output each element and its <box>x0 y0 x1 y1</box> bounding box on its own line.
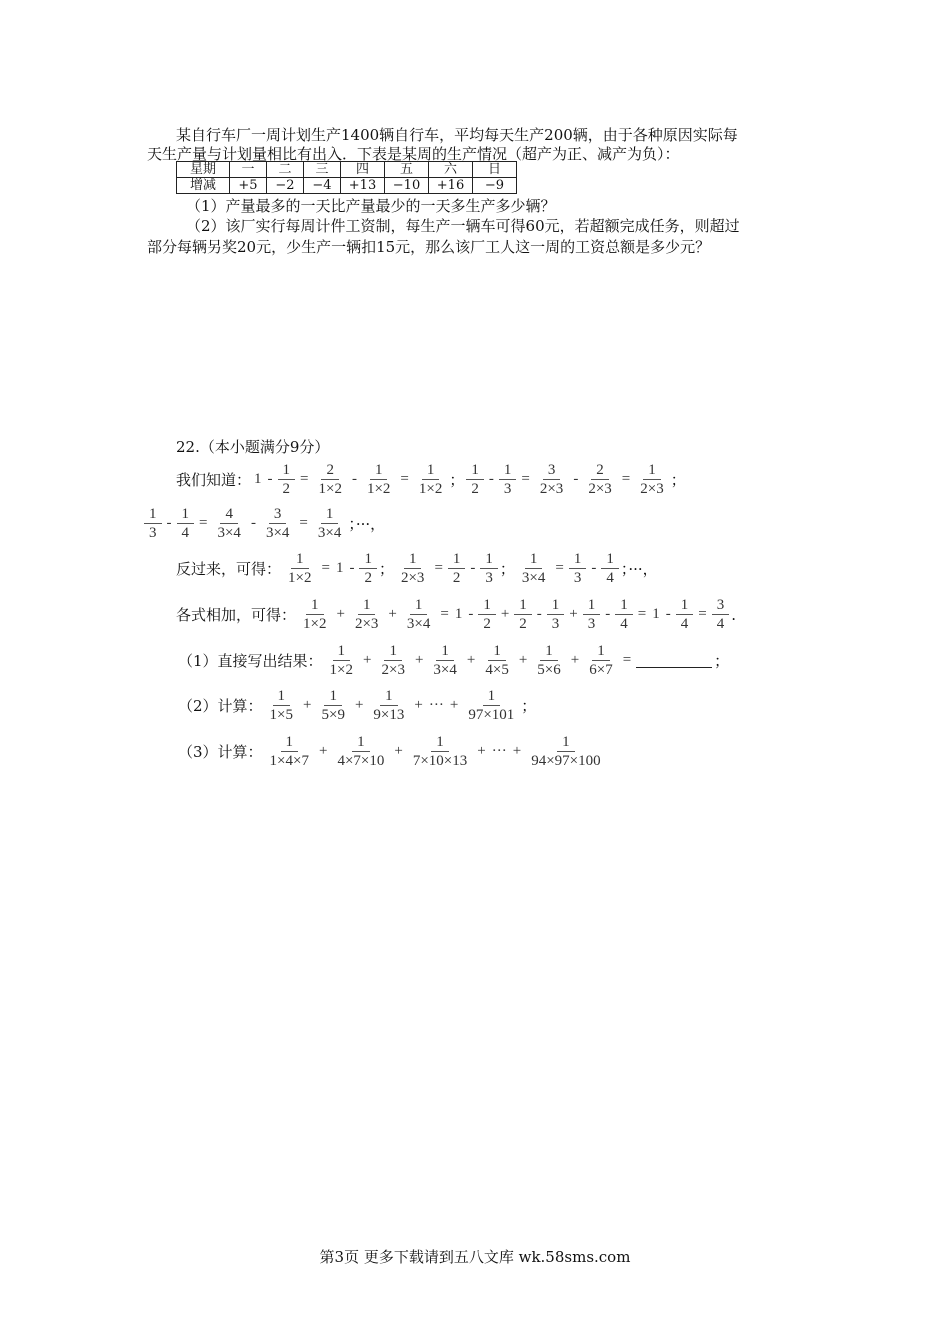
denominator: 1×2 <box>288 570 312 586</box>
denominator: 2 <box>483 616 491 632</box>
fraction <box>261 505 294 542</box>
numerator: 1 <box>547 596 565 615</box>
denominator: 1×2 <box>366 481 391 497</box>
equals-sign: = <box>299 515 308 531</box>
numerator: 1 <box>422 461 440 480</box>
numerator: 1 <box>478 596 496 615</box>
fraction <box>712 596 730 633</box>
denominator: 3×4 <box>217 525 241 541</box>
problem22-header: 22.（本小题满分9分） <box>176 438 330 456</box>
plus-sign: + <box>569 606 578 622</box>
fraction <box>414 461 447 498</box>
denominator: 3 <box>485 570 493 586</box>
fraction <box>402 596 435 633</box>
table-row <box>177 178 517 194</box>
fraction <box>676 596 694 633</box>
minus-sign: - <box>267 471 273 487</box>
denominator: 2×3 <box>640 481 664 497</box>
fraction <box>535 461 568 498</box>
numerator: 1 <box>592 642 610 661</box>
fraction <box>601 550 619 587</box>
plus-sign: + <box>570 652 580 668</box>
fraction <box>569 550 587 587</box>
equals-sign: = <box>440 606 449 622</box>
denominator: 4 <box>680 616 689 632</box>
numerator: 1 <box>324 687 342 706</box>
table-cell: −4 <box>304 178 341 194</box>
denominator: 3×4 <box>265 525 290 541</box>
denominator: 2×3 <box>539 481 564 497</box>
table-cell: 星期 <box>177 162 230 178</box>
fraction <box>362 461 395 498</box>
equals-sign: = <box>434 560 443 576</box>
problem21-question2-line2: 部分每辆另奖20元，少生产一辆扣15元，那么该厂工人这一周的工资总额是多少元？ <box>147 238 711 256</box>
fraction <box>463 687 519 724</box>
equals-sign: = <box>698 606 707 622</box>
question1-label: （1）直接写出结果： <box>178 652 323 670</box>
numerator: 1 <box>601 550 619 569</box>
period: . <box>731 605 736 624</box>
question3-line <box>178 733 608 770</box>
denominator: 3 <box>551 616 560 632</box>
table-cell: +13 <box>341 178 385 194</box>
separator: ；···， <box>620 560 658 578</box>
table-cell: 六 <box>429 162 473 178</box>
equals-sign: = <box>521 471 530 487</box>
denominator: 3 <box>149 525 157 541</box>
plus-sign: + <box>512 743 522 759</box>
plus-sign: + <box>414 697 423 713</box>
numerator: 1 <box>448 550 466 569</box>
numerator: 1 <box>321 505 339 524</box>
table-cell: 二 <box>267 162 304 178</box>
equals-sign: = <box>622 652 632 668</box>
fraction <box>466 461 484 498</box>
numerator: 1 <box>278 461 296 480</box>
number-one: 1 <box>335 560 344 576</box>
plus-sign: + <box>500 606 510 622</box>
numerator: 1 <box>177 505 195 524</box>
known-identities-line2 <box>142 505 385 542</box>
denominator: 4×5 <box>485 662 509 678</box>
numerator: 1 <box>583 596 601 615</box>
equals-sign: = <box>400 471 409 487</box>
separator: ； <box>714 652 730 670</box>
numerator: 3 <box>269 505 287 524</box>
denominator: 94×97×100 <box>531 753 601 769</box>
denominator: 4 <box>606 570 614 586</box>
numerator: 1 <box>404 550 422 569</box>
sum-identity <box>176 596 736 633</box>
fraction <box>514 596 532 633</box>
denominator: 3×4 <box>317 525 342 541</box>
denominator: 2 <box>471 481 479 497</box>
numerator: 1 <box>643 461 661 480</box>
fraction <box>480 642 513 679</box>
fraction <box>298 596 331 633</box>
production-table <box>176 161 517 194</box>
numerator: 1 <box>410 596 428 615</box>
numerator: 1 <box>480 550 498 569</box>
fraction <box>499 461 517 498</box>
fraction <box>376 642 409 679</box>
plus-sign: + <box>394 743 403 759</box>
table-cell: 一 <box>230 162 267 178</box>
reverse-label: 反过来，可得： <box>176 560 282 578</box>
numerator: 1 <box>436 642 454 661</box>
fraction <box>428 642 461 679</box>
denominator: 5×6 <box>537 662 561 678</box>
denominator: 3 <box>573 570 582 586</box>
minus-sign: - <box>470 560 476 576</box>
numerator: 1 <box>358 596 376 615</box>
table-row <box>177 162 517 178</box>
minus-sign: - <box>351 471 357 487</box>
minus-sign: - <box>488 471 494 487</box>
fraction <box>313 505 346 542</box>
minus-sign: - <box>573 471 579 487</box>
numerator: 1 <box>615 596 633 615</box>
fraction <box>448 550 466 587</box>
ellipsis: ··· <box>491 743 507 759</box>
denominator: 9×13 <box>373 707 405 723</box>
numerator: 1 <box>514 596 532 615</box>
numerator: 3 <box>712 596 730 615</box>
fraction <box>212 505 245 542</box>
denominator: 3×4 <box>433 662 457 678</box>
fraction <box>584 642 617 679</box>
fraction <box>278 461 296 498</box>
fraction <box>350 596 383 633</box>
table-cell: +5 <box>230 178 267 194</box>
fraction <box>583 461 616 498</box>
fraction <box>408 733 472 770</box>
numerator: 1 <box>525 550 543 569</box>
denominator: 3 <box>503 481 512 497</box>
denominator: 5×9 <box>321 707 345 723</box>
plus-sign: + <box>354 697 364 713</box>
question2-label: （2）计算： <box>178 697 263 715</box>
plus-sign: + <box>466 652 476 668</box>
equals-sign: = <box>199 515 208 531</box>
fraction <box>265 687 298 724</box>
numerator: 1 <box>333 642 351 661</box>
denominator: 2 <box>364 570 372 586</box>
plus-sign: + <box>363 652 372 668</box>
plus-sign: + <box>449 697 459 713</box>
denominator: 1×2 <box>303 616 327 632</box>
separator: ； <box>499 560 515 578</box>
denominator: 2×3 <box>588 481 612 497</box>
numerator: 3 <box>543 461 561 480</box>
page-footer: 第3页 更多下载请到五八文库 wk.58sms.com <box>319 1248 631 1266</box>
numerator: 2 <box>591 461 609 480</box>
numerator: 1 <box>431 733 449 752</box>
answer-blank[interactable] <box>636 653 712 668</box>
plus-sign: + <box>336 606 345 622</box>
minus-sign: - <box>250 515 256 531</box>
separator: ； <box>521 697 537 715</box>
minus-sign: - <box>166 515 172 531</box>
question3-label: （3）计算： <box>178 743 263 761</box>
number-one: 1 <box>652 606 660 622</box>
denominator: 2 <box>519 616 527 632</box>
table-cell: 五 <box>385 162 429 178</box>
equals-sign: = <box>321 560 330 576</box>
plus-sign: + <box>303 697 312 713</box>
fraction <box>396 550 429 587</box>
question1-line <box>178 642 729 679</box>
denominator: 1×2 <box>329 662 354 678</box>
fraction <box>526 733 605 770</box>
denominator: 4 <box>620 616 628 632</box>
numerator: 1 <box>488 642 506 661</box>
problem21-intro-line1: 某自行车厂一周计划生产1400辆自行车，平均每天生产200辆，由于各种原因实际每 <box>176 126 738 144</box>
fraction <box>478 596 496 633</box>
denominator: 4×7×10 <box>337 753 385 769</box>
known-identities-line1 <box>176 461 686 498</box>
equals-sign: = <box>300 471 309 487</box>
fraction <box>325 642 358 679</box>
plus-sign: + <box>477 743 486 759</box>
fraction <box>583 596 601 633</box>
fraction <box>144 505 162 542</box>
numerator: 1 <box>499 461 517 480</box>
plus-sign: + <box>414 652 424 668</box>
number-one: 1 <box>454 606 463 622</box>
numerator: 1 <box>281 733 299 752</box>
separator: ； <box>378 560 394 578</box>
numerator: 1 <box>273 687 291 706</box>
fraction <box>265 733 314 770</box>
minus-sign: - <box>605 606 611 622</box>
problem21-question2-line1: （2）该厂实行每周计件工资制，每生产一辆车可得60元，若超额完成任务，则超过 <box>186 217 740 235</box>
question2-line <box>178 687 536 724</box>
numerator: 1 <box>359 550 377 569</box>
numerator: 1 <box>466 461 484 480</box>
know-label: 我们知道： <box>176 471 252 489</box>
fraction <box>547 596 565 633</box>
denominator: 4 <box>716 616 725 632</box>
numerator: 1 <box>380 687 398 706</box>
fraction <box>532 642 565 679</box>
fraction <box>480 550 498 587</box>
numerator: 1 <box>370 461 388 480</box>
table-cell: 增减 <box>177 178 230 194</box>
minus-sign: - <box>591 560 597 576</box>
numerator: 1 <box>557 733 575 752</box>
fraction <box>517 550 550 587</box>
table-cell: 四 <box>341 162 385 178</box>
numerator: 1 <box>483 687 501 706</box>
denominator: 2×3 <box>381 662 405 678</box>
fraction <box>615 596 633 633</box>
fraction <box>368 687 409 724</box>
numerator: 4 <box>220 505 238 524</box>
ellipsis: ··· <box>428 697 444 713</box>
numerator: 1 <box>569 550 587 569</box>
denominator: 6×7 <box>589 662 613 678</box>
numerator: 1 <box>306 596 324 615</box>
denominator: 2×3 <box>354 616 379 632</box>
plus-sign: + <box>318 743 328 759</box>
numerator: 1 <box>676 596 694 615</box>
denominator: 1×5 <box>269 707 294 723</box>
table-cell: 日 <box>473 162 517 178</box>
numerator: 1 <box>144 505 162 524</box>
equals-sign: = <box>621 471 631 487</box>
denominator: 1×2 <box>418 481 443 497</box>
denominator: 2 <box>452 570 461 586</box>
fraction <box>177 505 195 542</box>
denominator: 97×101 <box>468 707 515 723</box>
denominator: 1×4×7 <box>269 753 309 769</box>
equals-sign: = <box>637 606 647 622</box>
denominator: 7×10×13 <box>412 753 468 769</box>
denominator: 3×4 <box>406 616 431 632</box>
plus-sign: + <box>518 652 528 668</box>
denominator: 1×2 <box>318 481 342 497</box>
table-cell: 三 <box>304 162 341 178</box>
numerator: 1 <box>352 733 370 752</box>
table-cell: −10 <box>385 178 429 194</box>
fraction <box>359 550 377 587</box>
minus-sign: - <box>349 560 355 576</box>
number-one: 1 <box>254 471 262 487</box>
table-cell: −9 <box>473 178 517 194</box>
denominator: 2 <box>282 481 291 497</box>
fraction <box>635 461 668 498</box>
separator: ； <box>449 471 465 489</box>
plus-sign: + <box>388 606 397 622</box>
denominator: 3 <box>587 616 596 632</box>
table-cell: −2 <box>267 178 304 194</box>
fraction <box>283 550 316 587</box>
separator: ；···， <box>348 515 386 533</box>
denominator: 2×3 <box>400 570 425 586</box>
numerator: 1 <box>291 550 309 569</box>
reverse-identities <box>176 550 658 587</box>
denominator: 4 <box>181 525 189 541</box>
numerator: 1 <box>540 642 558 661</box>
minus-sign: - <box>665 606 671 622</box>
fraction <box>332 733 389 770</box>
table-cell: +16 <box>429 178 473 194</box>
fraction <box>316 687 349 724</box>
numerator: 2 <box>321 461 339 480</box>
numerator: 1 <box>384 642 402 661</box>
equals-sign: = <box>555 560 564 576</box>
problem21-intro-line2: 天生产量与计划量相比有出入．下表是某周的生产情况（超产为正、减产为负）： <box>147 145 680 163</box>
minus-sign: - <box>536 606 542 622</box>
separator: ； <box>670 471 686 489</box>
sum-label: 各式相加，可得： <box>176 606 297 624</box>
problem21-question1: （1）产量最多的一天比产量最少的一天多生产多少辆？ <box>186 197 556 215</box>
denominator: 3×4 <box>521 570 546 586</box>
fraction <box>313 461 346 498</box>
minus-sign: - <box>468 606 474 622</box>
